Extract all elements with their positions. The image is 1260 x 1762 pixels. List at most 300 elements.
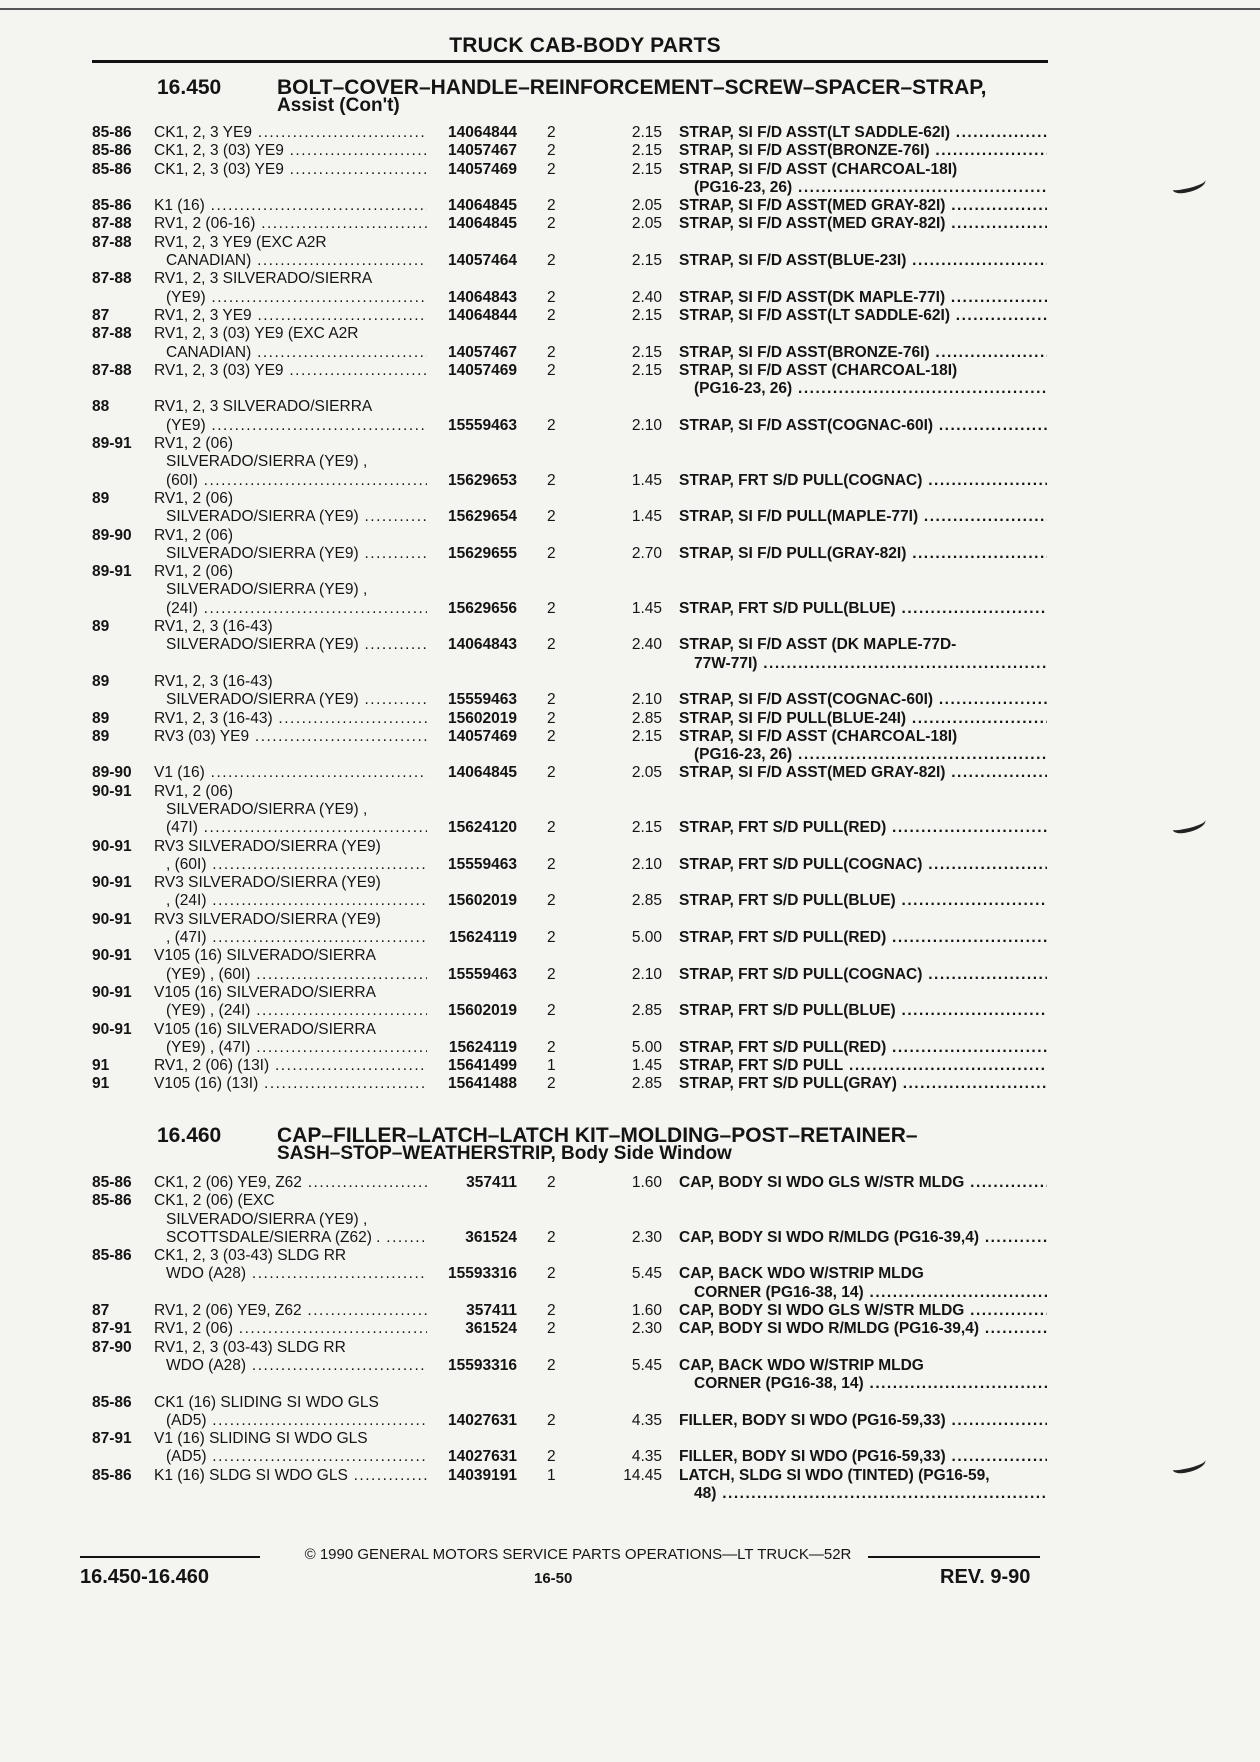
row-part-number: 15641499	[427, 1057, 517, 1075]
row-part-number: 14064845	[427, 215, 517, 233]
row-description: STRAP, SI F/D ASST(MED GRAY-82I) .....	[679, 215, 1047, 233]
row-part-number: 15624120	[427, 819, 517, 837]
row-description: STRAP, FRT S/D PULL(RED) .....	[679, 1039, 1047, 1057]
row-application: SCOTTSDALE/SIERRA (Z62) . .....	[166, 1229, 444, 1247]
row-application: SILVERADO/SIERRA (YE9) ,	[166, 1210, 368, 1228]
row-price: 2.15	[631, 361, 662, 379]
row-application: (AD5) .....	[166, 1412, 444, 1430]
row-years: 90-91	[92, 874, 132, 892]
table-row	[92, 618, 1048, 636]
row-quantity: 2	[547, 508, 556, 526]
row-description: (PG16-23, 26) .....	[694, 746, 1047, 764]
row-description: STRAP, FRT S/D PULL(GRAY) .....	[679, 1075, 1047, 1093]
row-price: 4.35	[631, 1411, 662, 1429]
row-application: , (24I) .....	[166, 892, 444, 910]
table-row	[92, 1002, 1048, 1020]
table-row	[92, 508, 1048, 526]
row-years: 91	[92, 1057, 110, 1075]
row-price: 1.45	[631, 1057, 662, 1075]
row-application: RV1, 2 (06) (13I) .....	[154, 1057, 444, 1075]
row-years: 89-90	[92, 764, 132, 782]
table-row	[92, 1302, 1048, 1320]
row-quantity: 2	[547, 1320, 556, 1338]
table-row	[92, 161, 1048, 179]
table-row	[92, 1339, 1048, 1357]
page-header: TRUCK CAB-BODY PARTS	[449, 34, 721, 57]
row-quantity: 2	[547, 288, 556, 306]
row-quantity: 2	[547, 1174, 556, 1191]
row-description: STRAP, SI F/D ASST(BLUE-23I) .....	[679, 252, 1047, 270]
table-row	[92, 874, 1048, 892]
row-application: WDO (A28) .....	[166, 1265, 444, 1283]
table-row	[92, 1357, 1048, 1375]
table-row	[92, 1247, 1048, 1265]
row-description: STRAP, SI F/D ASST(MED GRAY-82I) .....	[679, 764, 1047, 782]
table-row	[92, 838, 1048, 856]
row-quantity: 2	[547, 1448, 556, 1466]
table-row	[92, 1467, 1048, 1485]
top-border	[0, 8, 1260, 10]
row-description: STRAP, FRT S/D PULL(COGNAC) .....	[679, 472, 1047, 490]
footer-rule-right	[868, 1556, 1040, 1558]
table-row	[92, 1229, 1048, 1247]
section-subtitle: Assist (Con't)	[277, 95, 400, 116]
row-description: STRAP, SI F/D ASST(LT SADDLE-62I) .....	[679, 307, 1047, 325]
row-price: 2.85	[631, 892, 662, 910]
row-price: 2.30	[631, 1228, 662, 1246]
row-price: 2.30	[631, 1320, 662, 1338]
row-years: 89	[92, 727, 110, 745]
row-description: CAP, BODY SI WDO GLS W/STR MLDG .....	[679, 1302, 1047, 1320]
row-application: (24I) .....	[166, 600, 444, 618]
table-row	[92, 1192, 1048, 1210]
row-description: STRAP, SI F/D ASST(DK MAPLE-77I) .....	[679, 289, 1047, 307]
row-description: STRAP, SI F/D PULL(BLUE-24I) .....	[679, 710, 1047, 728]
row-application: RV1, 2, 3 (16-43) .....	[154, 710, 444, 728]
row-application: SILVERADO/SIERRA (YE9) ,	[166, 800, 368, 818]
row-years: 85-86	[92, 1174, 132, 1191]
table-row	[92, 527, 1048, 545]
row-application: CK1, 2, 3 (03-43) SLDG RR	[154, 1247, 347, 1265]
row-description: FILLER, BODY SI WDO (PG16-59,33) .....	[679, 1448, 1047, 1466]
row-application: CK1, 2 (06) (EXC	[154, 1192, 275, 1210]
table-row	[92, 142, 1048, 160]
row-years: 87-91	[92, 1320, 132, 1338]
table-row	[92, 453, 1048, 471]
row-part-number: 15593316	[427, 1265, 517, 1283]
row-description: STRAP, SI F/D ASST (CHARCOAL-18I)	[679, 727, 958, 745]
row-years: 87-91	[92, 1430, 132, 1448]
row-application: (47I) .....	[166, 819, 444, 837]
section-title: BOLT–COVER–HANDLE–REINFORCEMENT–SCREW–SPACER–STRAP,	[277, 76, 987, 99]
row-years: 89-90	[92, 526, 132, 544]
row-years: 87-88	[92, 215, 132, 233]
row-quantity: 2	[547, 343, 556, 361]
table-row	[92, 472, 1048, 490]
table-row	[92, 124, 1048, 142]
row-quantity: 2	[547, 929, 556, 947]
table-row	[92, 655, 1048, 673]
table-row	[92, 197, 1048, 215]
punch-hole-mark	[1171, 175, 1207, 196]
table-row	[92, 892, 1048, 910]
row-application: K1 (16) .....	[154, 197, 444, 215]
row-years: 89	[92, 489, 110, 507]
table-row	[92, 1320, 1048, 1338]
row-application: V105 (16) (13I) .....	[154, 1075, 444, 1093]
row-price: 2.05	[631, 197, 662, 215]
table-row	[92, 746, 1048, 764]
table-row	[92, 1057, 1048, 1075]
row-years: 90-91	[92, 837, 132, 855]
table-row	[92, 490, 1048, 508]
row-description: FILLER, BODY SI WDO (PG16-59,33) .....	[679, 1412, 1047, 1430]
section-title: CAP–FILLER–LATCH–LATCH KIT–MOLDING–POST–RETAINER–	[277, 1124, 918, 1147]
row-part-number: 15629656	[427, 600, 517, 618]
row-description: CAP, BODY SI WDO R/MLDG (PG16-39,4) .....	[679, 1320, 1047, 1338]
row-part-number: 14057469	[427, 728, 517, 746]
row-application: , (47I) .....	[166, 929, 444, 947]
row-part-number: 14064844	[427, 124, 517, 142]
row-price: 14.45	[623, 1466, 662, 1484]
table-row	[92, 234, 1048, 252]
row-years: 90-91	[92, 983, 132, 1001]
table-row	[92, 984, 1048, 1002]
row-quantity: 2	[547, 215, 556, 233]
row-years: 87-88	[92, 361, 132, 379]
row-price: 2.15	[631, 727, 662, 745]
table-row	[92, 636, 1048, 654]
table-row	[92, 344, 1048, 362]
row-years: 85-86	[92, 1192, 132, 1210]
row-quantity: 2	[547, 709, 556, 727]
row-part-number: 15602019	[427, 710, 517, 728]
row-quantity: 2	[547, 416, 556, 434]
row-quantity: 2	[547, 1411, 556, 1429]
row-description: STRAP, FRT S/D PULL(BLUE) .....	[679, 600, 1047, 618]
row-application: SILVERADO/SIERRA (YE9) ,	[166, 581, 368, 599]
row-application: (YE9) , (47I) .....	[166, 1039, 444, 1057]
row-price: 2.10	[631, 855, 662, 873]
row-part-number: 14027631	[427, 1448, 517, 1466]
row-price: 2.15	[631, 124, 662, 141]
row-description: (PG16-23, 26) .....	[694, 179, 1047, 197]
table-row	[92, 1375, 1048, 1393]
footer-section-range: 16.450-16.460	[80, 1566, 210, 1588]
row-quantity: 2	[547, 252, 556, 270]
table-row	[92, 819, 1048, 837]
table-row	[92, 673, 1048, 691]
footer-copyright: © 1990 GENERAL MOTORS SERVICE PARTS OPERATIONS—LT TRUCK—52R	[304, 1546, 852, 1563]
table-row	[92, 1412, 1048, 1430]
row-quantity: 2	[547, 1302, 556, 1320]
table-row	[92, 1039, 1048, 1057]
row-years: 87-88	[92, 325, 132, 343]
table-row	[92, 1265, 1048, 1283]
row-application: SILVERADO/SIERRA (YE9) .....	[166, 508, 444, 526]
row-part-number: 357411	[427, 1174, 517, 1192]
row-part-number: 14064843	[427, 289, 517, 307]
table-row	[92, 215, 1048, 233]
row-years: 85-86	[92, 197, 132, 215]
row-years: 88	[92, 398, 110, 416]
row-description: CORNER (PG16-38, 14) .....	[694, 1375, 1047, 1393]
row-application: CANADIAN) .....	[166, 344, 444, 362]
row-part-number: 15629653	[427, 472, 517, 490]
row-price: 2.05	[631, 215, 662, 233]
table-row	[92, 325, 1048, 343]
row-description: CAP, BACK WDO W/STRIP MLDG	[679, 1265, 924, 1283]
row-part-number: 14057469	[427, 161, 517, 179]
row-part-number: 15629654	[427, 508, 517, 526]
row-quantity: 2	[547, 855, 556, 873]
row-description: STRAP, FRT S/D PULL(COGNAC) .....	[679, 966, 1047, 984]
row-part-number: 357411	[427, 1302, 517, 1320]
section-heading-16460	[92, 1124, 1048, 1172]
row-application: V105 (16) SILVERADO/SIERRA	[154, 947, 376, 965]
table-row	[92, 947, 1048, 965]
row-part-number: 15629655	[427, 545, 517, 563]
row-application: WDO (A28) .....	[166, 1357, 444, 1375]
row-years: 90-91	[92, 947, 132, 965]
row-quantity: 2	[547, 1075, 556, 1093]
row-part-number: 15559463	[427, 966, 517, 984]
row-description: STRAP, SI F/D PULL(GRAY-82I) .....	[679, 545, 1047, 563]
row-part-number: 14039191	[427, 1467, 517, 1485]
section-subtitle: SASH–STOP–WEATHERSTRIP, Body Side Window	[277, 1143, 732, 1164]
row-quantity: 2	[547, 636, 556, 654]
row-price: 1.45	[631, 508, 662, 526]
row-price: 2.10	[631, 691, 662, 709]
row-years: 85-86	[92, 124, 132, 141]
row-price: 2.15	[631, 343, 662, 361]
row-description: 77W-77I) .....	[694, 655, 1047, 673]
row-application: SILVERADO/SIERRA (YE9) ,	[166, 453, 368, 471]
row-price: 1.45	[631, 471, 662, 489]
row-description: CORNER (PG16-38, 14) .....	[694, 1284, 1047, 1302]
row-quantity: 2	[547, 599, 556, 617]
table-row	[92, 252, 1048, 270]
row-quantity: 2	[547, 361, 556, 379]
row-price: 5.00	[631, 929, 662, 947]
row-part-number: 15559463	[427, 856, 517, 874]
table-row	[92, 1394, 1048, 1412]
row-application: RV3 SILVERADO/SIERRA (YE9)	[154, 837, 381, 855]
row-price: 2.10	[631, 965, 662, 983]
row-quantity: 1	[547, 1057, 556, 1075]
row-quantity: 2	[547, 1228, 556, 1246]
row-description: STRAP, SI F/D PULL(MAPLE-77I) .....	[679, 508, 1047, 526]
row-application: RV1, 2, 3 (16-43)	[154, 672, 273, 690]
row-description: (PG16-23, 26) .....	[694, 380, 1047, 398]
row-price: 5.45	[631, 1265, 662, 1283]
row-application: CK1, 2 (06) YE9, Z62 .....	[154, 1174, 444, 1192]
row-application: (60I) .....	[166, 472, 444, 490]
row-price: 2.85	[631, 709, 662, 727]
row-years: 87-88	[92, 270, 132, 288]
row-quantity: 2	[547, 197, 556, 215]
row-years: 87-88	[92, 233, 132, 251]
table-row	[92, 417, 1048, 435]
row-years: 85-86	[92, 1466, 132, 1484]
row-price: 2.10	[631, 416, 662, 434]
row-description: STRAP, SI F/D ASST(COGNAC-60I) .....	[679, 691, 1047, 709]
row-price: 2.15	[631, 160, 662, 178]
row-application: RV1, 2, 3 SILVERADO/SIERRA	[154, 270, 373, 288]
row-description: STRAP, SI F/D ASST(MED GRAY-82I) .....	[679, 197, 1047, 215]
row-application: K1 (16) SLDG SI WDO GLS .....	[154, 1467, 444, 1485]
row-application: SILVERADO/SIERRA (YE9) .....	[166, 545, 444, 563]
section-number: 16.450	[157, 76, 222, 99]
row-application: (YE9) , (24I) .....	[166, 1002, 444, 1020]
row-description: STRAP, SI F/D ASST(LT SADDLE-62I) .....	[679, 124, 1047, 142]
row-years: 89-91	[92, 563, 132, 581]
row-price: 2.85	[631, 1002, 662, 1020]
table-row	[92, 764, 1048, 782]
table-row	[92, 307, 1048, 325]
row-application: (YE9) .....	[166, 289, 444, 307]
row-description: STRAP, FRT S/D PULL(BLUE) .....	[679, 1002, 1047, 1020]
row-application: RV1, 2, 3 SILVERADO/SIERRA	[154, 398, 373, 416]
row-description: CAP, BODY SI WDO R/MLDG (PG16-39,4) .....	[679, 1229, 1047, 1247]
row-price: 1.60	[631, 1302, 662, 1320]
table-row	[92, 179, 1048, 197]
row-part-number: 14057467	[427, 142, 517, 160]
header-rule	[92, 60, 1048, 63]
footer-rule-left	[80, 1556, 260, 1558]
table-row	[92, 911, 1048, 929]
row-quantity: 2	[547, 1356, 556, 1374]
table-row	[92, 1021, 1048, 1039]
row-price: 2.15	[631, 252, 662, 270]
table-row	[92, 435, 1048, 453]
row-application: RV3 SILVERADO/SIERRA (YE9)	[154, 874, 381, 892]
row-years: 87	[92, 306, 110, 324]
row-application: (YE9) , (60I) .....	[166, 966, 444, 984]
table-row	[92, 929, 1048, 947]
row-description: LATCH, SLDG SI WDO (TINTED) (PG16-59,	[679, 1466, 990, 1484]
row-description: 48) .....	[694, 1485, 1047, 1503]
row-quantity: 2	[547, 727, 556, 745]
row-application: , (60I) .....	[166, 856, 444, 874]
table-row	[92, 563, 1048, 581]
row-quantity: 2	[547, 691, 556, 709]
row-quantity: 2	[547, 965, 556, 983]
table-row	[92, 398, 1048, 416]
table-row	[92, 1211, 1048, 1229]
row-part-number: 14057467	[427, 344, 517, 362]
row-price: 2.05	[631, 764, 662, 782]
row-years: 89	[92, 618, 110, 636]
row-years: 90-91	[92, 1020, 132, 1038]
row-application: V1 (16) SLIDING SI WDO GLS	[154, 1430, 368, 1448]
row-part-number: 361524	[427, 1229, 517, 1247]
row-application: V105 (16) SILVERADO/SIERRA	[154, 983, 376, 1001]
row-years: 85-86	[92, 1247, 132, 1265]
table-row	[92, 362, 1048, 380]
row-years: 89	[92, 672, 110, 690]
row-years: 89	[92, 709, 110, 727]
row-years: 85-86	[92, 160, 132, 178]
row-part-number: 14064845	[427, 764, 517, 782]
punch-hole-mark	[1171, 1455, 1207, 1476]
row-application: CK1, 2, 3 (03) YE9 .....	[154, 161, 444, 179]
row-application: RV1, 2, 3 YE9 (EXC A2R	[154, 233, 327, 251]
row-application: RV1, 2, 3 YE9 .....	[154, 307, 444, 325]
row-years: 90-91	[92, 910, 132, 928]
row-application: RV1, 2 (06)	[154, 782, 233, 800]
row-application: RV1, 2 (06)	[154, 489, 233, 507]
table-row	[92, 581, 1048, 599]
row-price: 2.40	[631, 288, 662, 306]
row-part-number: 15559463	[427, 691, 517, 709]
row-application: RV1, 2 (06)	[154, 526, 233, 544]
row-application: (AD5) .....	[166, 1448, 444, 1466]
table-row	[92, 1284, 1048, 1302]
footer-page-number: 16-50	[534, 1570, 573, 1587]
row-price: 5.45	[631, 1356, 662, 1374]
table-row	[92, 600, 1048, 618]
table-row	[92, 728, 1048, 746]
row-application: V1 (16) .....	[154, 764, 444, 782]
row-part-number: 14027631	[427, 1412, 517, 1430]
row-price: 2.40	[631, 636, 662, 654]
table-row	[92, 710, 1048, 728]
row-application: V105 (16) SILVERADO/SIERRA	[154, 1020, 376, 1038]
row-part-number: 15641488	[427, 1075, 517, 1093]
row-quantity: 2	[547, 1002, 556, 1020]
row-part-number: 15602019	[427, 1002, 517, 1020]
table-row	[92, 289, 1048, 307]
row-quantity: 2	[547, 1265, 556, 1283]
row-years: 87	[92, 1302, 110, 1320]
parts-table-16460	[92, 1174, 1048, 1503]
row-part-number: 14057469	[427, 362, 517, 380]
row-application: RV1, 2 (06)	[154, 435, 233, 453]
row-quantity: 2	[547, 819, 556, 837]
row-application: RV1, 2 (06-16) .....	[154, 215, 444, 233]
row-quantity: 2	[547, 124, 556, 141]
row-part-number: 15624119	[427, 1039, 517, 1057]
row-application: CK1, 2, 3 YE9 .....	[154, 124, 444, 142]
row-part-number: 15624119	[427, 929, 517, 947]
row-price: 2.85	[631, 1075, 662, 1093]
row-application: RV1, 2, 3 (03-43) SLDG RR	[154, 1338, 346, 1356]
row-description: STRAP, FRT S/D PULL(BLUE) .....	[679, 892, 1047, 910]
row-application: RV1, 2 (06)	[154, 563, 233, 581]
row-application: SILVERADO/SIERRA (YE9) .....	[166, 691, 444, 709]
row-application: RV1, 2 (06) YE9, Z62 .....	[154, 1302, 444, 1320]
table-row	[92, 856, 1048, 874]
row-quantity: 2	[547, 306, 556, 324]
row-description: CAP, BACK WDO W/STRIP MLDG	[679, 1356, 924, 1374]
table-row	[92, 783, 1048, 801]
row-price: 1.60	[631, 1174, 662, 1191]
row-part-number: 14064845	[427, 197, 517, 215]
table-row	[92, 1174, 1048, 1192]
row-description: STRAP, FRT S/D PULL .....	[679, 1057, 1047, 1075]
table-row	[92, 1485, 1048, 1503]
row-part-number: 15602019	[427, 892, 517, 910]
row-description: STRAP, SI F/D ASST(COGNAC-60I) .....	[679, 417, 1047, 435]
row-quantity: 2	[547, 892, 556, 910]
row-application: RV3 SILVERADO/SIERRA (YE9)	[154, 910, 381, 928]
row-price: 2.15	[631, 819, 662, 837]
row-part-number: 361524	[427, 1320, 517, 1338]
row-application: RV1, 2, 3 (03) YE9 .....	[154, 362, 444, 380]
row-description: STRAP, FRT S/D PULL(RED) .....	[679, 929, 1047, 947]
section-number: 16.460	[157, 1124, 222, 1147]
